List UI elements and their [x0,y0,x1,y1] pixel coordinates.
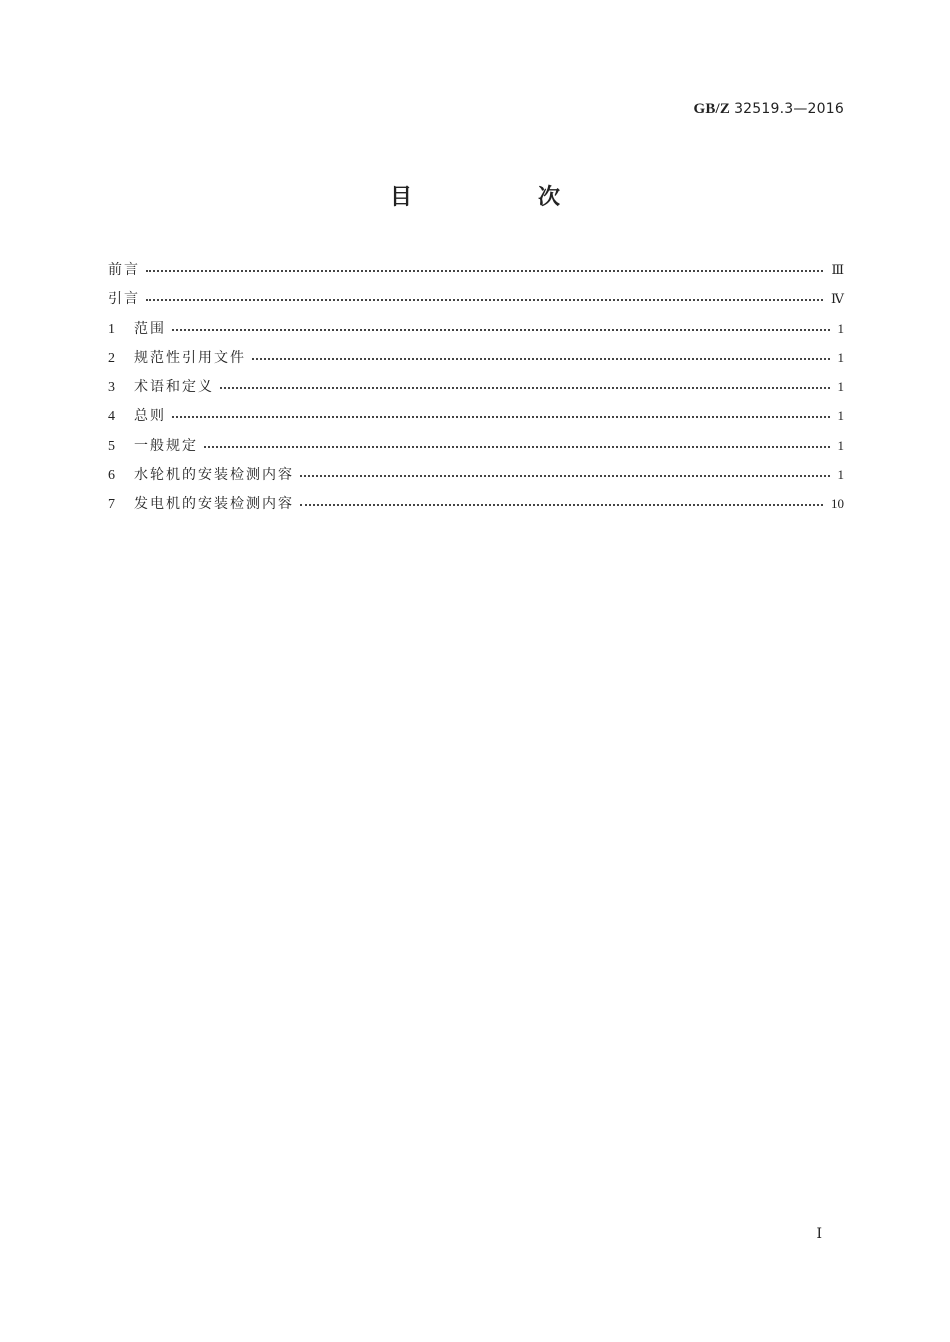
toc-entry-label: 一般规定 [134,437,198,454]
toc-entry-number: 1 [108,321,115,337]
toc-entry-number: 5 [108,438,115,454]
toc-entry-turbine-inspection[interactable] [108,463,844,492]
toc-entry-page: 1 [837,320,844,336]
toc-entry-page: 1 [837,437,844,453]
table-of-contents [108,258,844,522]
toc-entry-page: 1 [837,349,844,365]
toc-entry-general-provisions[interactable] [108,434,844,463]
toc-entry-normative-references[interactable] [108,346,844,375]
toc-entry-label: 范围 [134,320,166,337]
dot-leader [252,344,830,360]
page-number: Ⅰ [816,1227,822,1242]
standard-number: 32519.3—2016 [734,101,844,117]
toc-entry-number: 7 [108,497,115,513]
standard-prefix: GB/Z [693,101,731,117]
toc-entry-label: 总则 [134,408,166,425]
toc-entry-number: 2 [108,350,115,366]
dot-leader [220,373,830,389]
toc-entry-page: 1 [837,379,844,395]
toc-entry-general-principles[interactable] [108,404,844,433]
toc-entry-scope[interactable] [108,317,844,346]
toc-entry-page: Ⅳ [831,291,844,307]
toc-entry-page: 1 [837,467,844,483]
dot-leader [204,432,830,448]
toc-entry-label: 发电机的安装检测内容 [134,496,294,513]
dot-leader [172,402,830,418]
toc-entry-label: 前言 [108,262,140,278]
toc-entry-label: 术语和定义 [134,379,214,396]
dot-leader [172,315,830,331]
standard-code [693,101,844,118]
dot-leader [300,490,823,506]
dot-leader [146,256,823,272]
dot-leader [300,461,830,477]
toc-entry-page: 1 [837,408,844,424]
page-title: 目 次 [389,185,612,210]
toc-entry-number: 6 [108,468,115,484]
toc-entry-label: 引言 [108,291,140,308]
toc-entry-terms-definitions[interactable] [108,375,844,404]
toc-entry-page: 10 [831,496,844,512]
toc-entry-foreword[interactable] [108,258,844,287]
toc-entry-page: Ⅲ [831,262,844,277]
toc-entry-label: 水轮机的安装检测内容 [134,467,294,484]
toc-entry-number: 4 [108,409,115,425]
toc-entry-introduction[interactable] [108,287,844,316]
toc-entry-number: 3 [108,380,115,396]
toc-entry-generator-inspection[interactable] [108,492,844,521]
toc-entry-label: 规范性引用文件 [134,349,246,366]
dot-leader [146,285,823,301]
